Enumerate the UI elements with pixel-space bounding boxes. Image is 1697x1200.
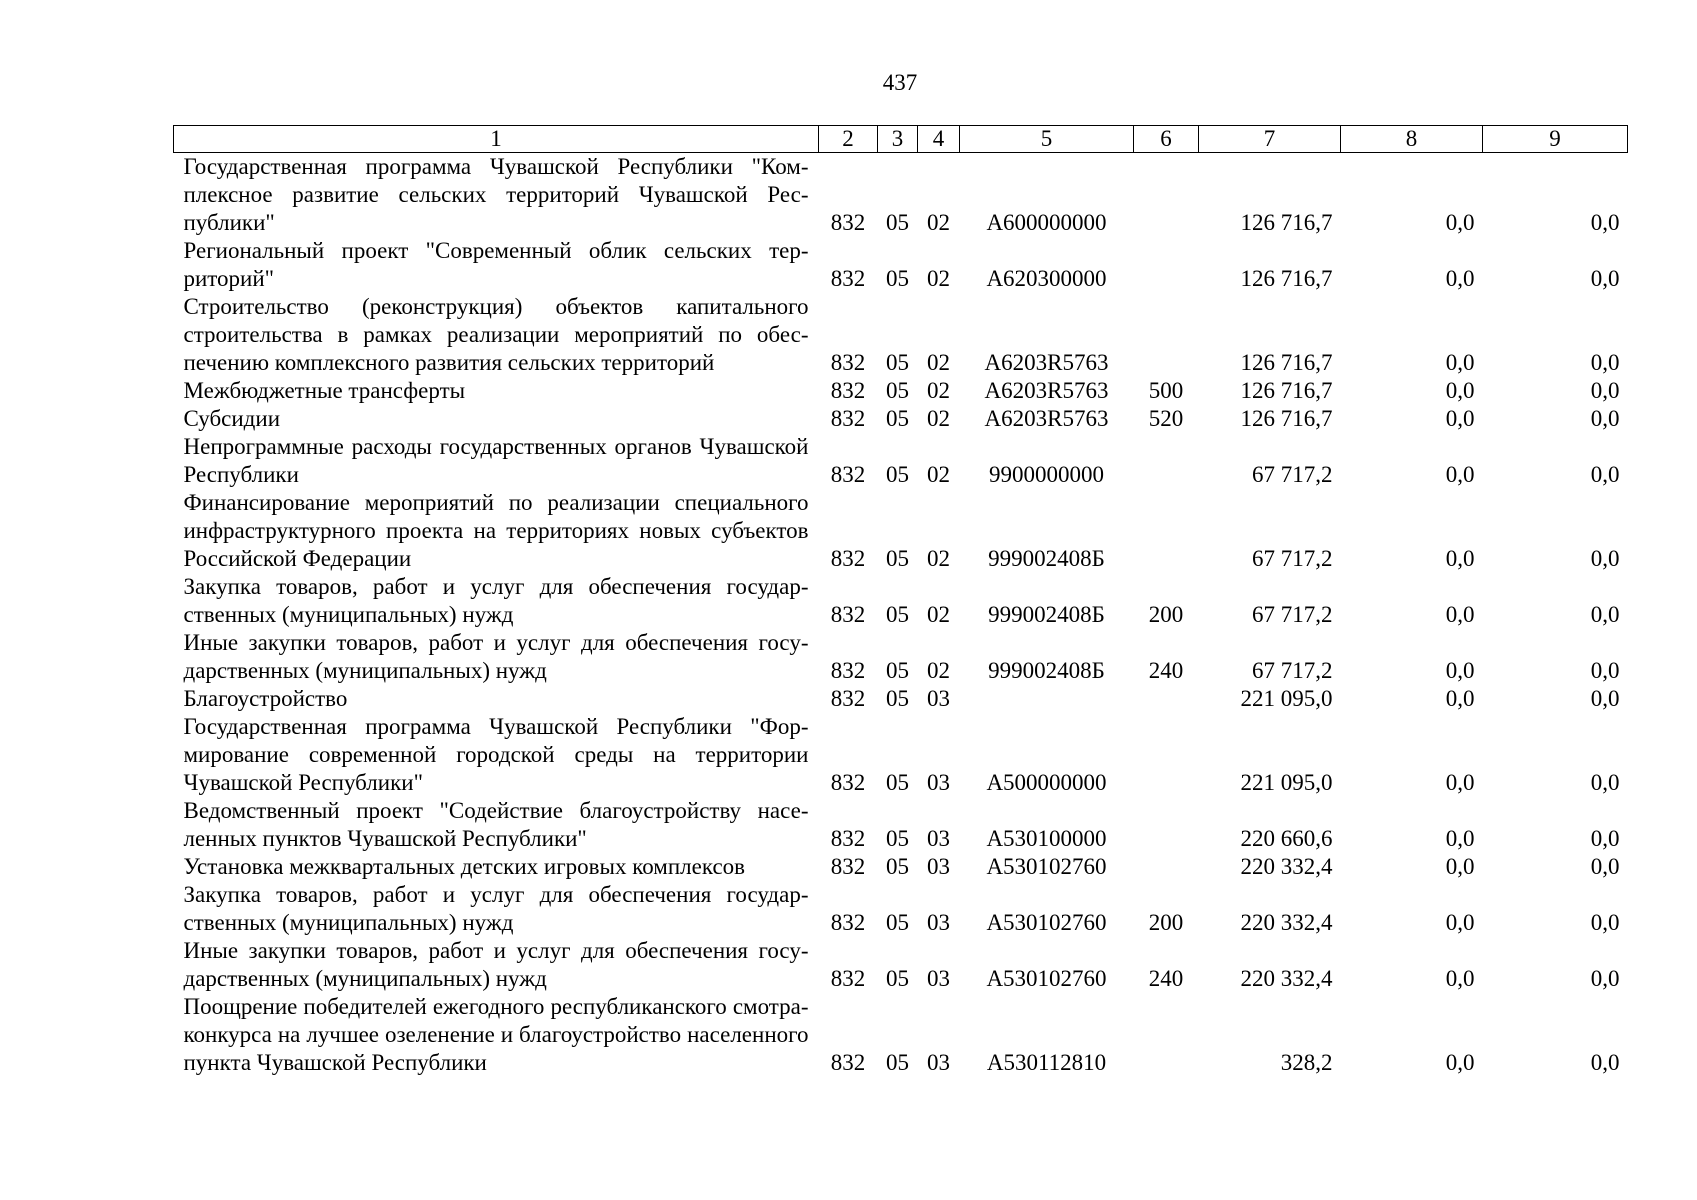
row-subsection-code: 02 (927, 378, 950, 403)
row-subsection-code: 02 (927, 350, 950, 375)
row-amount-2: 0,0 (1445, 826, 1475, 851)
row-name: Иные закупки товаров, работ и услуг для обеспечения государственных (муниципальных) нужд (183, 938, 809, 991)
table-row (174, 573, 1628, 629)
row-amount-2: 0,0 (1445, 546, 1475, 571)
row-grbs-code: 832 (830, 658, 866, 683)
row-amount-1: 221 095,0 (1240, 686, 1333, 711)
row-amount-3: 0,0 (1590, 378, 1620, 403)
row-amount-1: 67 717,2 (1252, 462, 1333, 487)
row-grbs-code: 832 (830, 686, 866, 711)
row-amount-3: 0,0 (1590, 770, 1620, 795)
row-amount-2: 0,0 (1445, 406, 1475, 431)
row-grbs-code: 832 (830, 378, 866, 403)
row-name: Благоустройство (183, 686, 348, 711)
row-section-code: 05 (886, 770, 909, 795)
row-grbs-code: 832 (830, 462, 866, 487)
row-subsection-code: 02 (927, 406, 950, 431)
row-target-item-code: A6203R5763 (984, 350, 1109, 375)
row-target-item-code: A530102760 (986, 854, 1107, 879)
row-amount-2: 0,0 (1445, 350, 1475, 375)
table-row (174, 293, 1628, 377)
row-grbs-code: 832 (830, 266, 866, 291)
row-grbs-code: 832 (830, 770, 866, 795)
row-grbs-code: 832 (830, 826, 866, 851)
column-header-1: 1 (174, 126, 819, 153)
row-name: Иные закупки товаров, работ и услуг для обеспечения государственных (муниципальных) нужд (183, 630, 809, 683)
row-target-item-code: A600000000 (986, 210, 1107, 235)
table-row (174, 405, 1628, 433)
row-amount-3: 0,0 (1590, 602, 1620, 627)
row-target-item-code: 999002408Б (988, 602, 1105, 627)
row-amount-2: 0,0 (1445, 602, 1475, 627)
row-amount-1: 126 716,7 (1240, 378, 1333, 403)
row-amount-1: 221 095,0 (1240, 770, 1333, 795)
row-target-item-code: A500000000 (986, 770, 1107, 795)
table-row (174, 685, 1628, 713)
table-row (174, 433, 1628, 489)
row-grbs-code: 832 (830, 854, 866, 879)
row-amount-2: 0,0 (1445, 854, 1475, 879)
row-expense-type-code (1134, 797, 1199, 853)
row-target-item-code: A6203R5763 (984, 406, 1109, 431)
table-body (174, 153, 1628, 1078)
row-amount-2: 0,0 (1445, 966, 1475, 991)
row-amount-2: 0,0 (1445, 686, 1475, 711)
row-expense-type-code (1134, 713, 1199, 797)
row-amount-1: 220 332,4 (1240, 854, 1333, 879)
row-amount-3: 0,0 (1590, 658, 1620, 683)
row-grbs-code: 832 (830, 350, 866, 375)
row-target-item-code: A530112810 (986, 1050, 1107, 1075)
row-grbs-code: 832 (830, 406, 866, 431)
row-grbs-code: 832 (830, 546, 866, 571)
row-amount-2: 0,0 (1445, 378, 1475, 403)
row-subsection-code: 02 (927, 658, 950, 683)
row-expense-type-code (1134, 853, 1199, 881)
row-name: Субсидии (183, 406, 281, 431)
row-amount-1: 126 716,7 (1240, 266, 1333, 291)
row-name: Ведомственный проект "Содействие благоустройству населенных пунктов Чувашской Республики" (183, 798, 809, 851)
row-expense-type-code: 200 (1148, 602, 1184, 627)
row-section-code: 05 (886, 658, 909, 683)
row-section-code: 05 (886, 210, 909, 235)
row-expense-type-code: 240 (1148, 966, 1184, 991)
row-section-code: 05 (886, 406, 909, 431)
column-header-2: 2 (819, 126, 878, 153)
row-amount-1: 126 716,7 (1240, 350, 1333, 375)
row-expense-type-code (1134, 153, 1199, 238)
row-subsection-code: 03 (927, 1050, 950, 1075)
row-subsection-code: 03 (927, 910, 950, 935)
row-grbs-code: 832 (830, 966, 866, 991)
row-name: Закупка товаров, работ и услуг для обеспечения государственных (муниципальных) нужд (183, 574, 809, 627)
row-amount-3: 0,0 (1590, 686, 1620, 711)
row-name: Межбюджетные трансферты (183, 378, 466, 403)
column-number-header-row (174, 126, 1628, 153)
column-header-5: 5 (960, 126, 1134, 153)
table-row (174, 237, 1628, 293)
row-section-code: 05 (886, 602, 909, 627)
row-amount-3: 0,0 (1590, 350, 1620, 375)
row-amount-2: 0,0 (1445, 910, 1475, 935)
row-subsection-code: 02 (927, 602, 950, 627)
row-amount-3: 0,0 (1590, 1050, 1620, 1075)
row-expense-type-code (1134, 433, 1199, 489)
row-grbs-code: 832 (830, 602, 866, 627)
table-row (174, 937, 1628, 993)
row-target-item-code: A530102760 (986, 966, 1107, 991)
row-amount-2: 0,0 (1445, 770, 1475, 795)
column-header-6: 6 (1134, 126, 1199, 153)
row-amount-3: 0,0 (1590, 854, 1620, 879)
budget-table (173, 125, 1628, 1077)
table-row (174, 377, 1628, 405)
row-amount-3: 0,0 (1590, 966, 1620, 991)
table-row (174, 713, 1628, 797)
row-amount-1: 67 717,2 (1252, 658, 1333, 683)
row-amount-3: 0,0 (1590, 462, 1620, 487)
row-name: Закупка товаров, работ и услуг для обеспечения государственных (муниципальных) нужд (183, 882, 809, 935)
row-subsection-code: 03 (927, 966, 950, 991)
row-expense-type-code: 520 (1148, 406, 1184, 431)
row-target-item-code: A6203R5763 (984, 378, 1109, 403)
row-expense-type-code: 240 (1148, 658, 1184, 683)
row-name: Финансирование мероприятий по реализации специального инфраструктурного проекта на территориях новых субъектов Российской Федерации (183, 490, 809, 571)
row-target-item-code (960, 685, 1134, 713)
row-expense-type-code (1134, 685, 1199, 713)
row-amount-2: 0,0 (1445, 1050, 1475, 1075)
row-target-item-code: A620300000 (986, 266, 1107, 291)
row-amount-1: 220 332,4 (1240, 966, 1333, 991)
row-section-code: 05 (886, 910, 909, 935)
row-amount-2: 0,0 (1445, 658, 1475, 683)
row-subsection-code: 02 (927, 546, 950, 571)
row-section-code: 05 (886, 966, 909, 991)
row-name: Установка межквартальных детских игровых комплексов (183, 854, 746, 879)
row-subsection-code: 03 (927, 854, 950, 879)
row-amount-2: 0,0 (1445, 462, 1475, 487)
row-amount-3: 0,0 (1590, 546, 1620, 571)
row-amount-1: 126 716,7 (1240, 210, 1333, 235)
row-target-item-code: 9900000000 (989, 462, 1104, 487)
row-expense-type-code (1134, 993, 1199, 1077)
row-subsection-code: 03 (927, 826, 950, 851)
row-name: Поощрение победителей ежегодного республиканского смотра-конкурса на лучшее озеленение и благоустройство населенного пункта Чувашской Республики (183, 994, 809, 1075)
row-expense-type-code (1134, 293, 1199, 377)
row-section-code: 05 (886, 826, 909, 851)
row-target-item-code: 999002408Б (988, 658, 1105, 683)
column-header-9: 9 (1483, 126, 1628, 153)
row-amount-1: 67 717,2 (1252, 546, 1333, 571)
column-header-7: 7 (1199, 126, 1341, 153)
row-name: Государственная программа Чувашской Республики "Формирование современной городской среды на территории Чувашской Республики" (183, 714, 809, 795)
row-grbs-code: 832 (830, 210, 866, 235)
table-row (174, 993, 1628, 1077)
row-subsection-code: 03 (927, 686, 950, 711)
row-name: Государственная программа Чувашской Республики "Комплексное развитие сельских территорий Чувашской Республики" (183, 154, 809, 235)
row-grbs-code: 832 (830, 910, 866, 935)
table-row (174, 629, 1628, 685)
row-target-item-code: 999002408Б (988, 546, 1105, 571)
row-amount-1: 126 716,7 (1240, 406, 1333, 431)
row-amount-1: 67 717,2 (1252, 602, 1333, 627)
row-name: Региональный проект "Современный облик сельских территорий" (183, 238, 809, 291)
row-name: Непрограммные расходы государственных органов Чувашской Республики (183, 434, 809, 487)
row-amount-3: 0,0 (1590, 210, 1620, 235)
row-subsection-code: 03 (927, 770, 950, 795)
row-grbs-code: 832 (830, 1050, 866, 1075)
column-header-4: 4 (918, 126, 960, 153)
page-number: 437 (882, 70, 918, 95)
table-row (174, 881, 1628, 937)
row-expense-type-code (1134, 489, 1199, 573)
table-row (174, 853, 1628, 881)
row-amount-2: 0,0 (1445, 266, 1475, 291)
column-header-3: 3 (878, 126, 918, 153)
row-section-code: 05 (886, 1050, 909, 1075)
row-section-code: 05 (886, 686, 909, 711)
row-expense-type-code: 200 (1148, 910, 1184, 935)
row-section-code: 05 (886, 378, 909, 403)
row-amount-3: 0,0 (1590, 406, 1620, 431)
table-row (174, 489, 1628, 573)
row-target-item-code: A530100000 (986, 826, 1107, 851)
row-amount-3: 0,0 (1590, 826, 1620, 851)
table-row (174, 153, 1628, 238)
row-section-code: 05 (886, 350, 909, 375)
column-header-8: 8 (1341, 126, 1483, 153)
row-target-item-code: A530102760 (986, 910, 1107, 935)
row-section-code: 05 (886, 462, 909, 487)
row-amount-1: 328,2 (1280, 1050, 1333, 1075)
row-section-code: 05 (886, 854, 909, 879)
row-subsection-code: 02 (927, 462, 950, 487)
row-section-code: 05 (886, 546, 909, 571)
row-amount-1: 220 332,4 (1240, 910, 1333, 935)
row-amount-2: 0,0 (1445, 210, 1475, 235)
row-subsection-code: 02 (927, 210, 950, 235)
row-amount-1: 220 660,6 (1240, 826, 1333, 851)
table-row (174, 797, 1628, 853)
row-expense-type-code (1134, 237, 1199, 293)
row-expense-type-code: 500 (1148, 378, 1184, 403)
row-subsection-code: 02 (927, 266, 950, 291)
row-amount-3: 0,0 (1590, 910, 1620, 935)
row-amount-3: 0,0 (1590, 266, 1620, 291)
row-section-code: 05 (886, 266, 909, 291)
row-name: Строительство (реконструкция) объектов капитального строительства в рамках реализации мероприятий по обеспечению комплексного развития сельских территорий (183, 294, 809, 375)
